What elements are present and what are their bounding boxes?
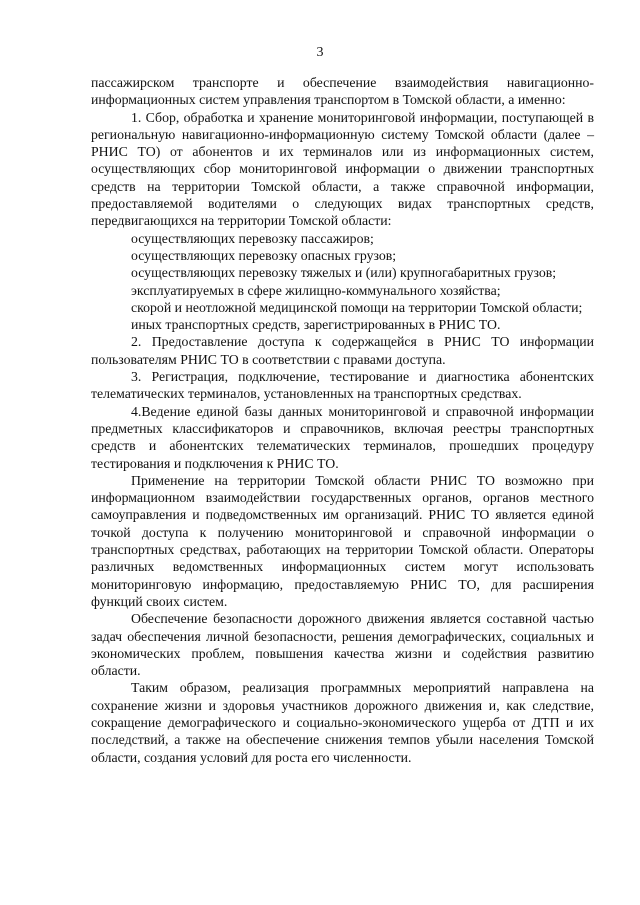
list-item: осуществляющих перевозку тяжелых и (или) крупногабаритных грузов; [131,265,557,281]
list-item: осуществляющих перевозку опасных грузов; [131,247,397,263]
list-item: эксплуатируемых в сфере жилищно-коммунального хозяйства; [131,282,501,298]
paragraph-conclusion: Таким образом, реализация программных мероприятий направлена на сохранение жизни и здоровья участников дорожного движения и, как следствие, сокращение демографического и социально-экономического ущерба от ДТП и их последствий, а также на обеспечение снижения темпов убыли населения Томской области, создания условий для роста его численности. [91,680,594,765]
page-number: 3 [316,45,324,60]
paragraph-item-2: 2. Предоставление доступа к содержащейся в РНИС ТО информации пользователям РНИС ТО в соответствии с правами доступа. [91,334,594,367]
paragraph-item-1: 1. Сбор, обработка и хранение мониторинговой информации, поступающей в региональную навигационно-информационную систему Томской области (далее – РНИС ТО) от абонентов и их терминалов или из информационных систем, осуществляющих сбор мониторинговой информации о движении транспортных средств на территории Томской области, а также справочной информации, предоставляемой водителями о следующих видах транспортных средств, передвигающихся на территории Томской области: [91,109,594,229]
paragraph-application: Применение на территории Томской области РНИС ТО возможно при информационном взаимодействии государственных органов, органов местного самоуправления и подведомственных им организаций. РНИС ТО является единой точкой доступа к получению мониторинговой и справочной информации о транспортных средствах, работающих на территории Томской области. Операторы различных ведомственных информационных систем могут использовать мониторинговую информацию, предоставляемую РНИС ТО, для расширения функций своих систем. [91,472,594,609]
paragraph-item-4: 4.Ведение единой базы данных мониторинговой и справочной информации предметных классификаторов и справочников, включая реестры транспортных средств и абонентских телематических терминалов, прошедших процедуру тестирования и подключения к РНИС ТО. [91,403,594,471]
document-body [91,74,594,766]
list-item: иных транспортных средств, зарегистрированных в РНИС ТО. [131,317,501,333]
list-item: скорой и неотложной медицинской помощи на территории Томской области; [131,299,583,315]
list-item: осуществляющих перевозку пассажиров; [131,230,374,246]
paragraph-intro: пассажирском транспорте и обеспечение взаимодействия навигационно-информационных систем управления транспортом в Томской области, а именно: [91,75,594,108]
paragraph-item-3: 3. Регистрация, подключение, тестирование и диагностика абонентских телематических терминалов, установленных на транспортных средствах. [91,369,594,402]
paragraph-safety: Обеспечение безопасности дорожного движения является составной частью задач обеспечения личной безопасности, решения демографических, социальных и экономических проблем, повышения качества жизни и содействия развитию области. [91,611,594,679]
